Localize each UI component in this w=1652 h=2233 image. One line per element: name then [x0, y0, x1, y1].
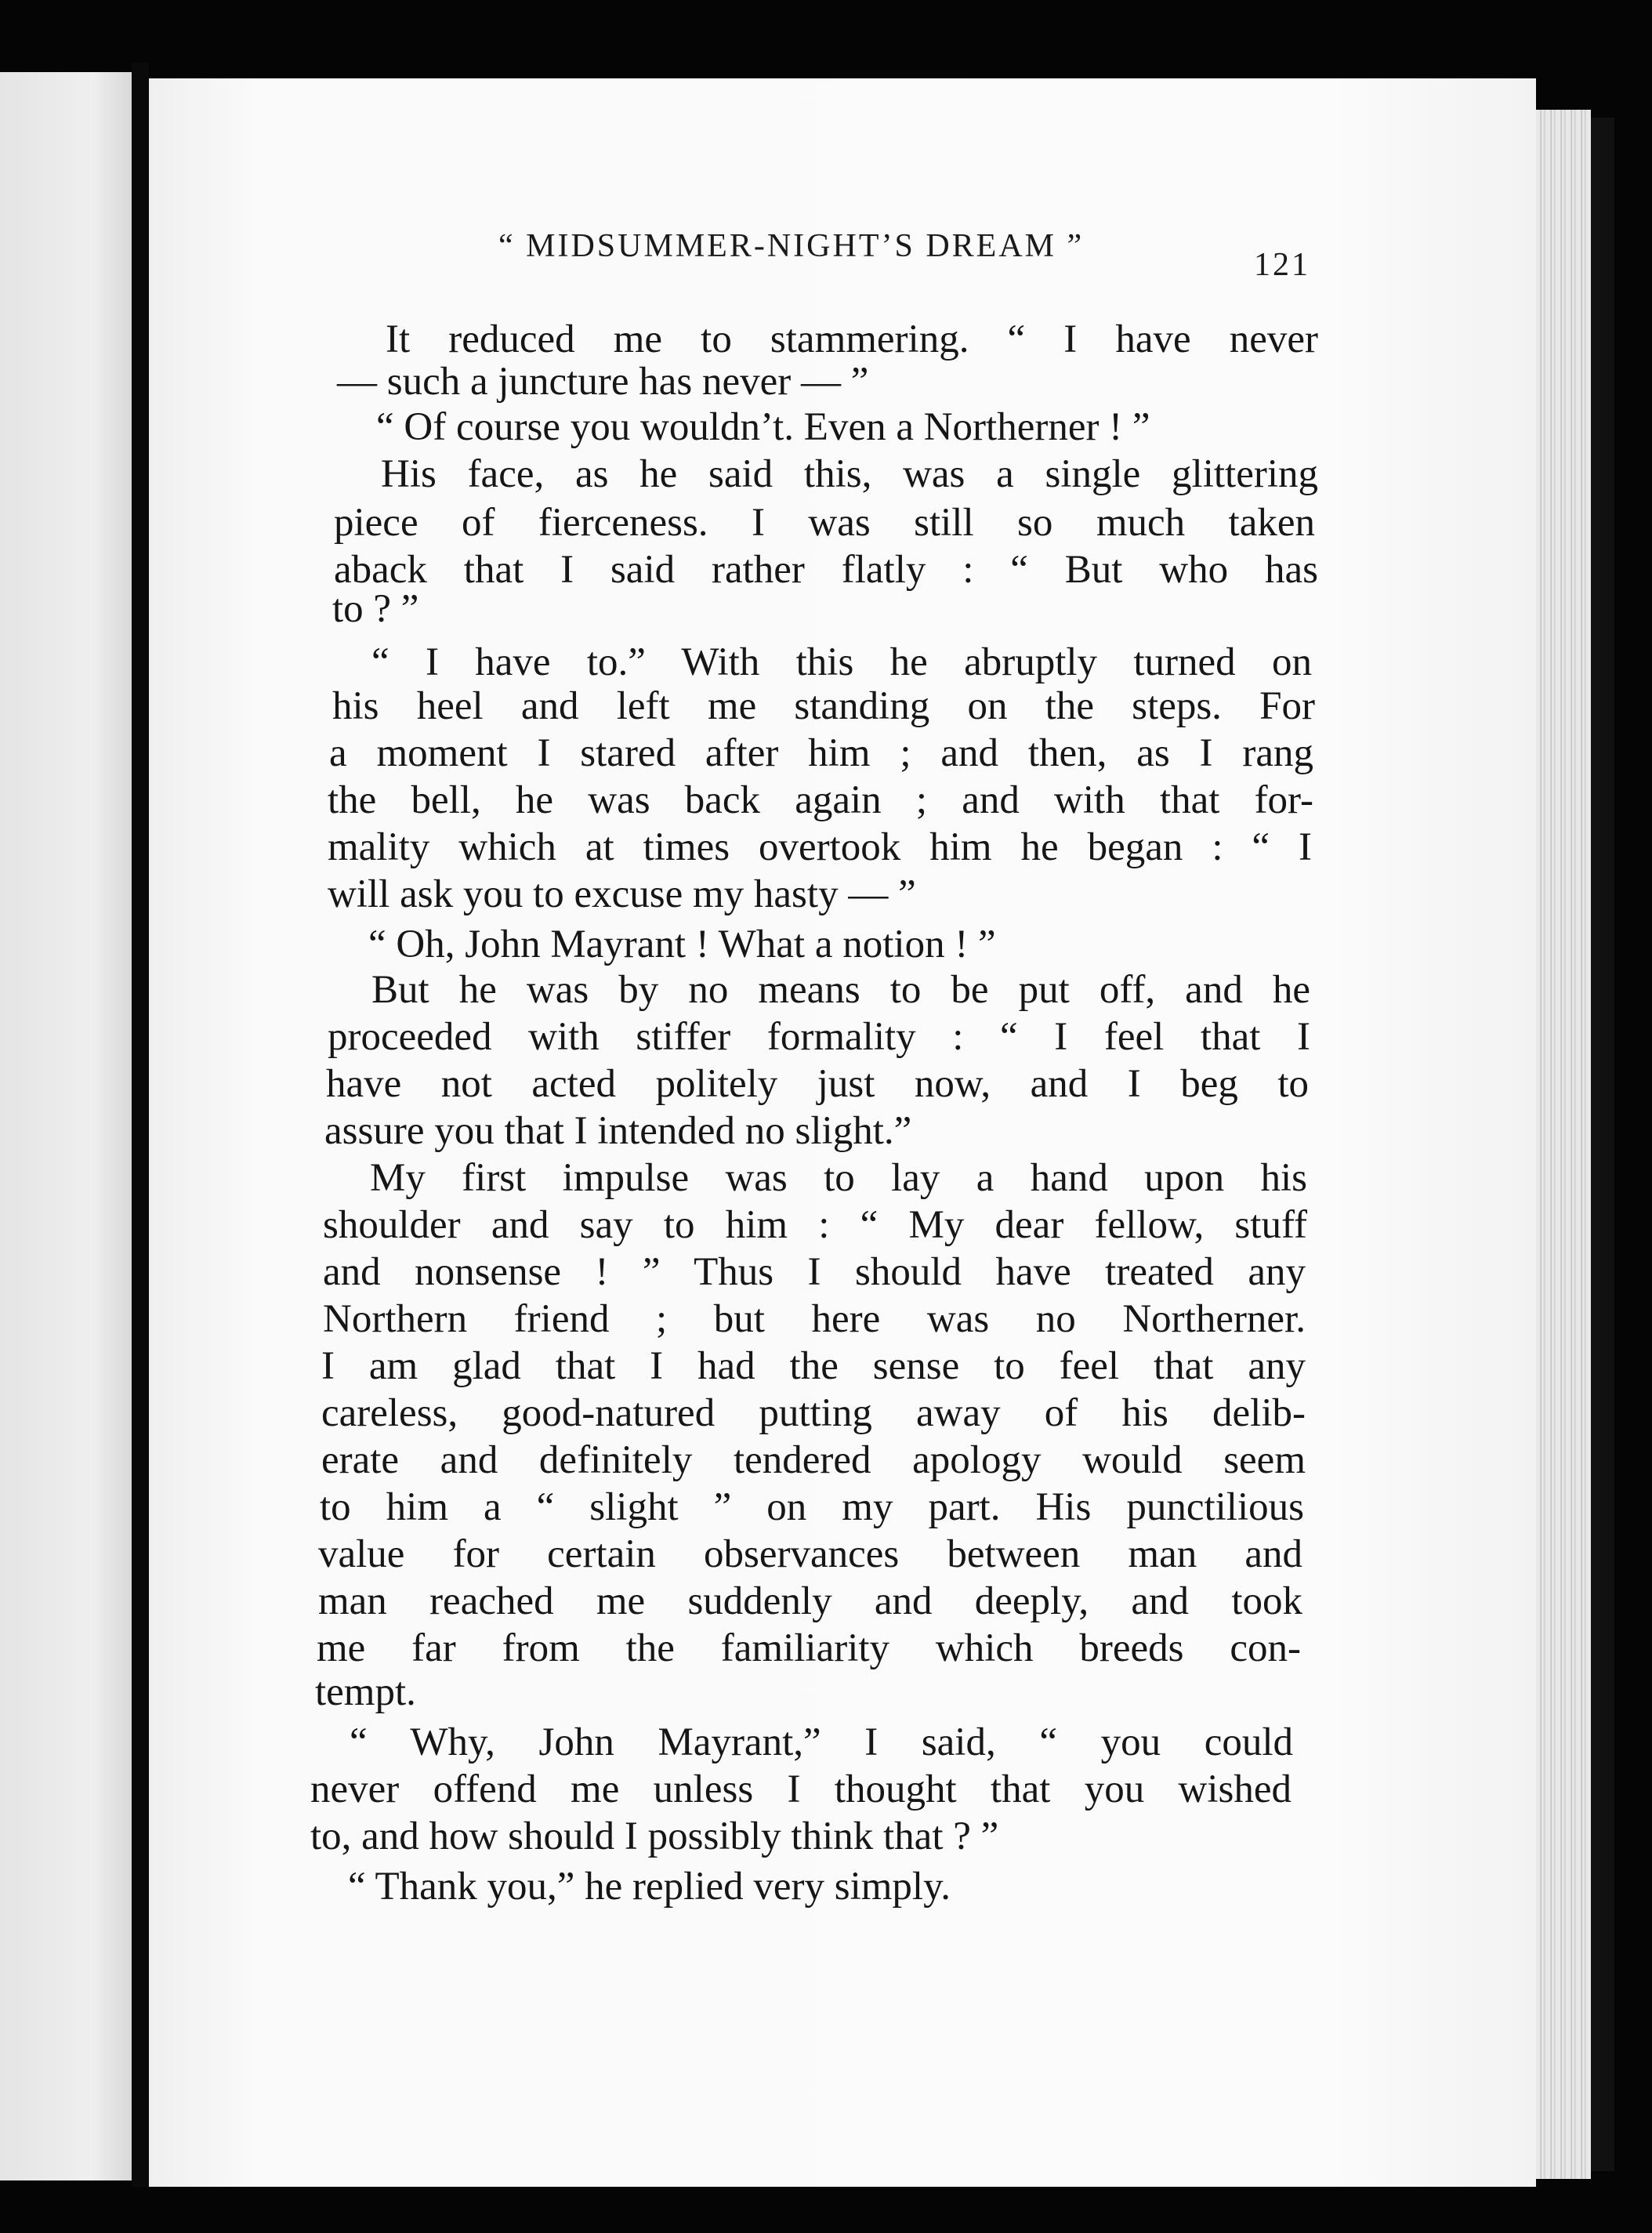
text-line: value for certain observances between man and [318, 1532, 1302, 1576]
text-line: My first impulse was to lay a hand upon his [370, 1156, 1307, 1200]
text-line: assure you that I intended no slight.” [324, 1109, 912, 1153]
text-line: have not acted politely just now, and I beg to [326, 1062, 1309, 1106]
text-line: erate and definitely tendered apology would seem [321, 1438, 1306, 1482]
text-line: to him a “ slight ” on my part. His punctilious [320, 1485, 1304, 1529]
text-line: “ Why, John Mayrant,” I said, “ you could [350, 1720, 1293, 1764]
text-line: His face, as he said this, was a single glittering [381, 452, 1318, 496]
text-line: will ask you to excuse my hasty — ” [328, 872, 916, 916]
text-line: proceeded with stiffer formality : “ I feel that I [328, 1015, 1310, 1059]
text-line: “ Of course you wouldn’t. Even a Northerner ! ” [376, 405, 1150, 449]
text-line: “ Oh, John Mayrant ! What a notion ! ” [368, 923, 996, 966]
text-line: tempt. [315, 1670, 416, 1714]
text-line: “ I have to.” With this he abruptly turned on [371, 640, 1312, 684]
text-line: to, and how should I possibly think that ? ” [310, 1814, 999, 1858]
text-line: shoulder and say to him : “ My dear fellow, stuff [323, 1203, 1307, 1247]
text-line: But he was by no means to be put off, and he [371, 968, 1310, 1012]
text-line: aback that I said rather flatly : “ But who has [334, 548, 1318, 592]
text-line: to ? ” [332, 587, 419, 631]
text-line: careless, good-natured putting away of his delib- [321, 1391, 1306, 1435]
text-line: his heel and left me standing on the steps. For [332, 684, 1315, 728]
text-line: man reached me suddenly and deeply, and took [318, 1579, 1302, 1623]
text-line: — such a juncture has never — ” [337, 360, 869, 404]
running-head-title: “ MIDSUMMER-NIGHT’S DREAM ” [498, 228, 1085, 264]
text-line: a moment I stared after him ; and then, as I rang [329, 731, 1313, 775]
text-line: Northern friend ; but here was no Northerner. [323, 1297, 1306, 1341]
text-line: piece of fierceness. I was still so much taken [334, 501, 1315, 545]
text-line: the bell, he was back again ; and with that for- [328, 778, 1313, 822]
text-line: I am glad that I had the sense to feel that any [321, 1344, 1306, 1388]
page-number: 121 [1254, 247, 1310, 283]
text-line: “ Thank you,” he replied very simply. [348, 1865, 951, 1909]
text-line: and nonsense ! ” Thus I should have treated any [323, 1250, 1306, 1294]
text-line: mality which at times overtook him he began : “ I [328, 825, 1312, 869]
text-line: It reduced me to stammering. “ I have never [386, 317, 1318, 361]
text-line: never offend me unless I thought that you wished [310, 1767, 1292, 1811]
text-line: me far from the familiarity which breeds con- [317, 1626, 1301, 1670]
